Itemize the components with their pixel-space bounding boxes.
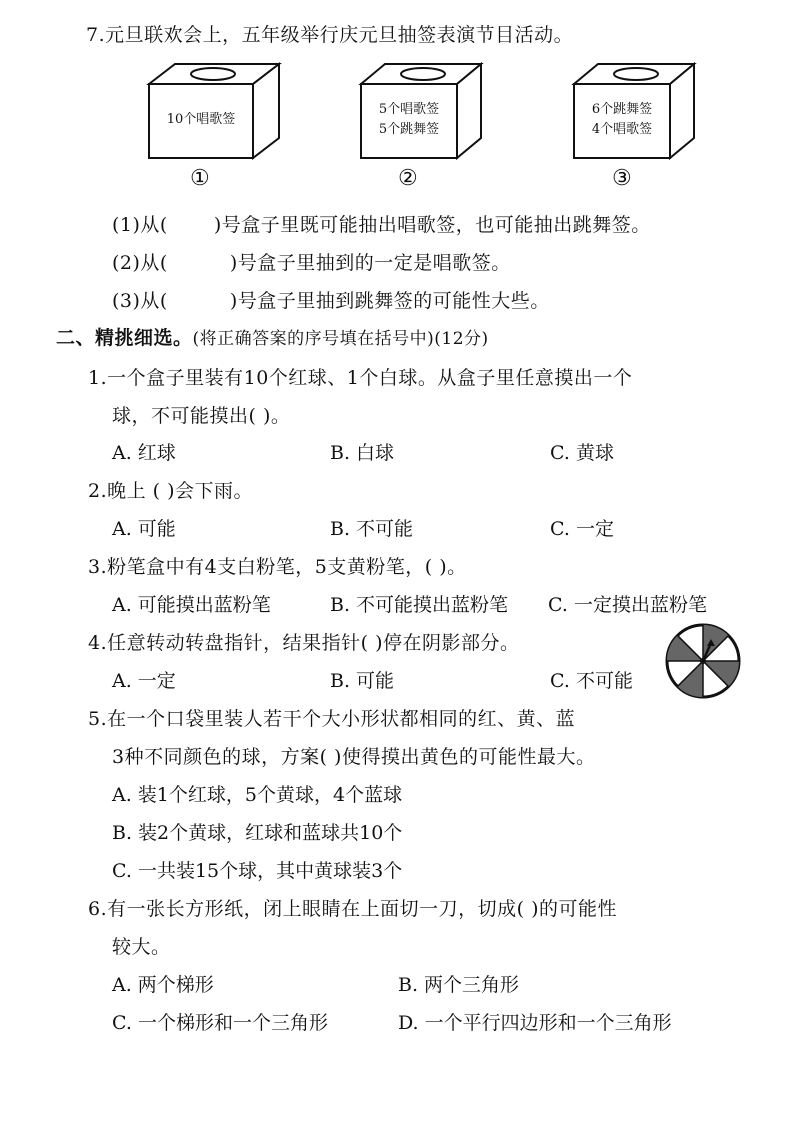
box-2-text: 5个唱歌签 5个跳舞签 (378, 102, 440, 137)
question-4-option-c[interactable]: C. 不可能 (550, 670, 633, 692)
box-2-label: ② (398, 166, 418, 191)
question-1-option-b[interactable]: B. 白球 (330, 442, 395, 464)
question-5-stem: 5.在一个口袋里装人若干个大小形状都相同的红、黄、蓝 (88, 708, 576, 730)
lottery-box-2 (357, 60, 487, 162)
question-6-option-a[interactable]: A. 两个梯形 (112, 974, 214, 996)
question-6-option-b[interactable]: B. 两个三角形 (398, 974, 520, 996)
box-3-label: ③ (612, 166, 632, 191)
question-4-option-a[interactable]: A. 一定 (112, 670, 176, 692)
q7-stem: 7.元旦联欢会上，五年级举行庆元旦抽签表演节目活动。 (86, 24, 574, 46)
box-1-text: 10个唱歌签 (166, 112, 236, 127)
question-1-option-c[interactable]: C. 黄球 (550, 442, 614, 464)
question-4-option-b[interactable]: B. 可能 (330, 670, 395, 692)
question-5-option-b[interactable]: B. 装2个黄球，红球和蓝球共10个 (112, 822, 403, 844)
question-2-stem: 2.晚上 ( )会下雨。 (88, 480, 254, 502)
question-2-option-b[interactable]: B. 不可能 (330, 518, 414, 540)
question-2-option-c[interactable]: C. 一定 (550, 518, 614, 540)
question-6-option-d[interactable]: D. 一个平行四边形和一个三角形 (398, 1012, 672, 1034)
spinner-wheel (664, 622, 742, 700)
question-1-stem: 1.一个盒子里装有10个红球、1个白球。从盒子里任意摸出一个 (88, 367, 633, 389)
box-1-label: ① (190, 166, 210, 191)
lottery-box-3 (570, 60, 700, 162)
q7-part-2: (2)从( )号盒子里抽到的一定是唱歌签。 (112, 252, 511, 274)
lottery-box-1 (145, 60, 285, 162)
question-3-stem: 3.粉笔盒中有4支白粉笔，5支黄粉笔，( )。 (88, 556, 467, 578)
question-1-option-a[interactable]: A. 红球 (112, 442, 176, 464)
box-3-text: 6个跳舞签 4个唱歌签 (591, 102, 653, 137)
question-6-stem-cont: 较大。 (112, 936, 171, 958)
section-2-heading: 二、精挑细选。(将正确答案的序号填在括号中)(12分) (56, 327, 489, 349)
question-5-option-a[interactable]: A. 装1个红球，5个黄球，4个蓝球 (112, 784, 403, 806)
question-5-option-c[interactable]: C. 一共装15个球，其中黄球装3个 (112, 860, 403, 882)
question-6-option-c[interactable]: C. 一个梯形和一个三角形 (112, 1012, 328, 1034)
question-3-option-a[interactable]: A. 可能摸出蓝粉笔 (112, 594, 271, 616)
question-5-stem-cont: 3种不同颜色的球，方案( )使得摸出黄色的可能性最大。 (112, 746, 596, 768)
question-6-stem: 6.有一张长方形纸，闭上眼睛在上面切一刀，切成( )的可能性 (88, 898, 617, 920)
q7-part-1: (1)从( )号盒子里既可能抽出唱歌签，也可能抽出跳舞签。 (112, 214, 651, 236)
question-3-option-b[interactable]: B. 不可能摸出蓝粉笔 (330, 594, 509, 616)
question-1-stem-cont: 球，不可能摸出( )。 (112, 405, 291, 427)
question-3-option-c[interactable]: C. 一定摸出蓝粉笔 (548, 594, 707, 616)
question-4-stem: 4.任意转动转盘指针，结果指针( )停在阴影部分。 (88, 632, 520, 654)
q7-part-3: (3)从( )号盒子里抽到跳舞签的可能性大些。 (112, 290, 550, 312)
question-2-option-a[interactable]: A. 可能 (112, 518, 176, 540)
